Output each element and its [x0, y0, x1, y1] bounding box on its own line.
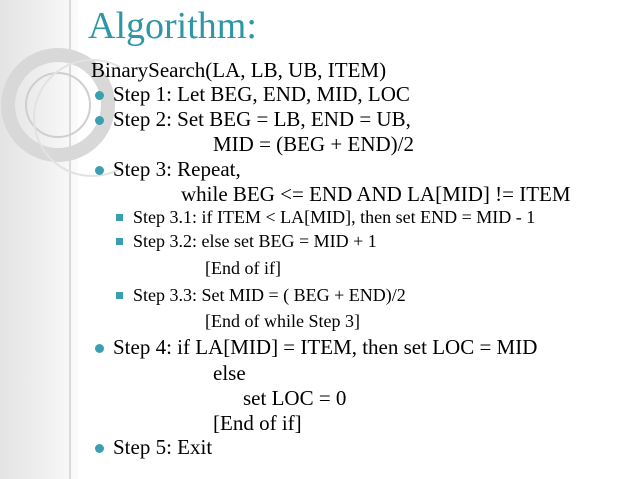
step-4-else: else — [213, 361, 246, 385]
bullet-icon — [95, 444, 104, 453]
end-of-if-outer: [End of if] — [213, 411, 302, 435]
step-3-continued: while BEG <= END AND LA[MID] != ITEM — [181, 182, 571, 206]
step-5: Step 5: Exit — [113, 435, 213, 459]
algorithm-header: BinarySearch(LA, LB, UB, ITEM) — [91, 58, 387, 82]
step-4: Step 4: if LA[MID] = ITEM, then set LOC = MID — [113, 335, 538, 359]
step-2-continued: MID = (BEG + END)/2 — [213, 132, 414, 156]
step-3-3: Step 3.3: Set MID = ( BEG + END)/2 — [133, 285, 406, 305]
bullet-icon — [95, 166, 104, 175]
bullet-icon — [95, 116, 104, 125]
step-3-1: Step 3.1: if ITEM < LA[MID], then set END = MID - 1 — [133, 207, 536, 227]
bullet-icon — [95, 344, 104, 353]
end-of-while: [End of while Step 3] — [205, 311, 360, 331]
step-2: Step 2: Set BEG = LB, END = UB, — [113, 107, 411, 131]
step-4-set-loc: set LOC = 0 — [243, 386, 347, 410]
bullet-icon — [95, 91, 104, 100]
step-1: Step 1: Let BEG, END, MID, LOC — [113, 82, 410, 106]
slide-title: Algorithm: — [88, 5, 257, 47]
square-bullet-icon — [116, 214, 123, 221]
step-3: Step 3: Repeat, — [113, 157, 241, 181]
step-3-2: Step 3.2: else set BEG = MID + 1 — [133, 231, 377, 251]
square-bullet-icon — [116, 292, 123, 299]
end-of-if-inner: [End of if] — [205, 258, 281, 278]
square-bullet-icon — [116, 238, 123, 245]
